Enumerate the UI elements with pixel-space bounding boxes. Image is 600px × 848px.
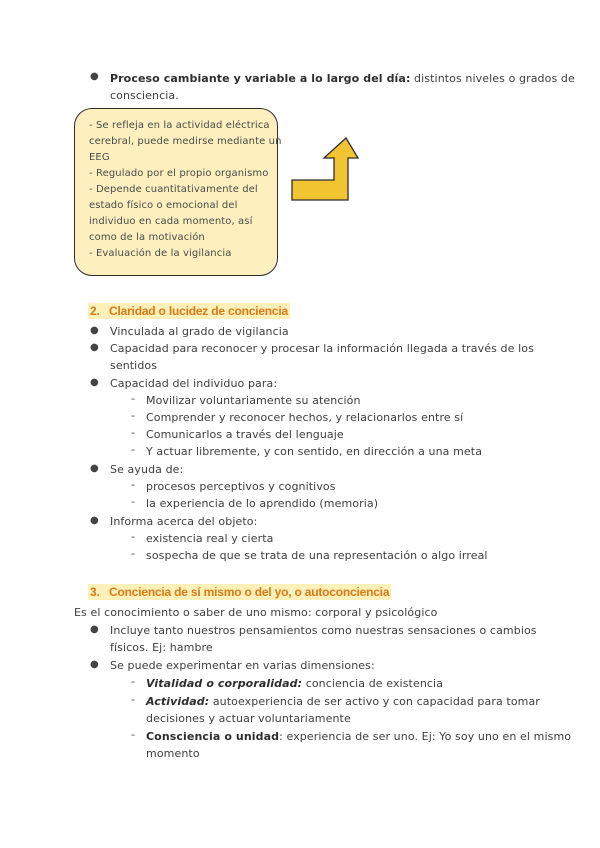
dash-marker: - bbox=[131, 409, 135, 422]
dash-marker: - bbox=[131, 426, 135, 439]
sub-list-item: Movilizar voluntariamente su atención bbox=[146, 394, 361, 407]
section-2-number: 2. bbox=[90, 304, 100, 318]
list-item: Vinculada al grado de vigilancia bbox=[110, 325, 289, 338]
section-3-heading bbox=[88, 584, 391, 600]
sub-list-item: sospecha de que se trata de una representación o algo irreal bbox=[146, 549, 488, 562]
dimension-cont: decisiones y actuar voluntariamente bbox=[146, 712, 351, 725]
callout-line: EEG bbox=[89, 152, 110, 163]
dimension-term: Consciencia o unidad bbox=[146, 730, 280, 743]
dimension-item bbox=[146, 675, 443, 692]
list-item: Incluye tanto nuestros pensamientos como nuestras sensaciones o cambios bbox=[110, 624, 537, 637]
dimension-item bbox=[146, 728, 571, 745]
section-2-title: Claridad o lucidez de conciencia bbox=[109, 304, 289, 318]
dash-marker: - bbox=[131, 547, 135, 560]
bullet-dot: ● bbox=[90, 71, 99, 82]
bullet-dot: ● bbox=[90, 624, 99, 635]
callout-line: cerebral, puede medirse mediante un bbox=[89, 136, 282, 147]
callout-line: - Se refleja en la actividad eléctrica bbox=[89, 120, 270, 131]
sub-list-item: Comprender y reconocer hechos, y relacionarlos entre sí bbox=[146, 411, 464, 424]
list-item-cont: físicos. Ej: hambre bbox=[110, 641, 213, 654]
sub-list-item: existencia real y cierta bbox=[146, 532, 274, 545]
sub-list-item: procesos perceptivos y cognitivos bbox=[146, 480, 336, 493]
bullet-dot: ● bbox=[90, 463, 99, 474]
dash-marker: - bbox=[131, 478, 135, 491]
dimension-cont: momento bbox=[146, 747, 200, 760]
bullet-dot: ● bbox=[90, 659, 99, 670]
callout-line: - Evaluación de la vigilancia bbox=[89, 248, 232, 259]
callout-box bbox=[74, 108, 282, 276]
dash-marker: - bbox=[131, 392, 135, 405]
list-item: Capacidad del individuo para: bbox=[110, 377, 278, 390]
section-2-heading bbox=[88, 303, 290, 319]
list-item: Informa acerca del objeto: bbox=[110, 515, 258, 528]
bullet-dot: ● bbox=[90, 377, 99, 388]
dimension-term: Vitalidad o corporalidad: bbox=[146, 677, 303, 690]
dash-marker: - bbox=[131, 530, 135, 543]
sub-list-item: la experiencia de lo aprendido (memoria) bbox=[146, 497, 379, 510]
intro-bullet-cont: consciencia. bbox=[110, 89, 179, 102]
bullet-dot: ● bbox=[90, 325, 99, 336]
bullet-dot: ● bbox=[90, 515, 99, 526]
callout-line: - Depende cuantitativamente del bbox=[89, 184, 258, 195]
dash-marker: - bbox=[131, 443, 135, 456]
dash-marker: - bbox=[131, 728, 135, 741]
dash-marker: - bbox=[131, 495, 135, 508]
intro-bold: Proceso cambiante y variable a lo largo del día: bbox=[110, 72, 411, 85]
callout-line: individuo en cada momento, así bbox=[89, 216, 253, 227]
list-item-cont: sentidos bbox=[110, 359, 158, 372]
list-item: Capacidad para reconocer y procesar la información llegada a través de los bbox=[110, 342, 534, 355]
dimension-text: : experiencia de ser uno. Ej: Yo soy uno en el mismo bbox=[279, 730, 572, 743]
intro-rest: distintos niveles o grados de bbox=[410, 72, 575, 85]
dimension-text: autoexperiencia de ser activo y con capacidad para tomar bbox=[209, 695, 540, 708]
sub-list-item: Comunicarlos a través del lenguaje bbox=[146, 428, 344, 441]
dash-marker: - bbox=[131, 675, 135, 688]
dimension-term: Actividad: bbox=[146, 695, 210, 708]
section-3-intro: Es el conocimiento o saber de uno mismo: corporal y psicológico bbox=[74, 606, 438, 619]
callout-line: como de la motivación bbox=[89, 232, 205, 243]
dimension-item bbox=[146, 693, 540, 710]
bullet-dot: ● bbox=[90, 342, 99, 353]
list-item: Se ayuda de: bbox=[110, 463, 184, 476]
dash-marker: - bbox=[131, 693, 135, 706]
section-3-title: Conciencia de sí mismo o del yo, o autoconciencia bbox=[109, 585, 390, 599]
list-item: Se puede experimentar en varias dimensiones: bbox=[110, 659, 375, 672]
callout-line: estado físico o emocional del bbox=[89, 200, 238, 211]
bent-up-arrow-icon bbox=[288, 136, 360, 208]
intro-bullet-text bbox=[110, 70, 575, 87]
sub-list-item: Y actuar libremente, y con sentido, en dirección a una meta bbox=[146, 445, 483, 458]
callout-line: - Regulado por el propio organismo bbox=[89, 168, 269, 179]
section-3-number: 3. bbox=[90, 585, 100, 599]
dimension-text: conciencia de existencia bbox=[302, 677, 444, 690]
